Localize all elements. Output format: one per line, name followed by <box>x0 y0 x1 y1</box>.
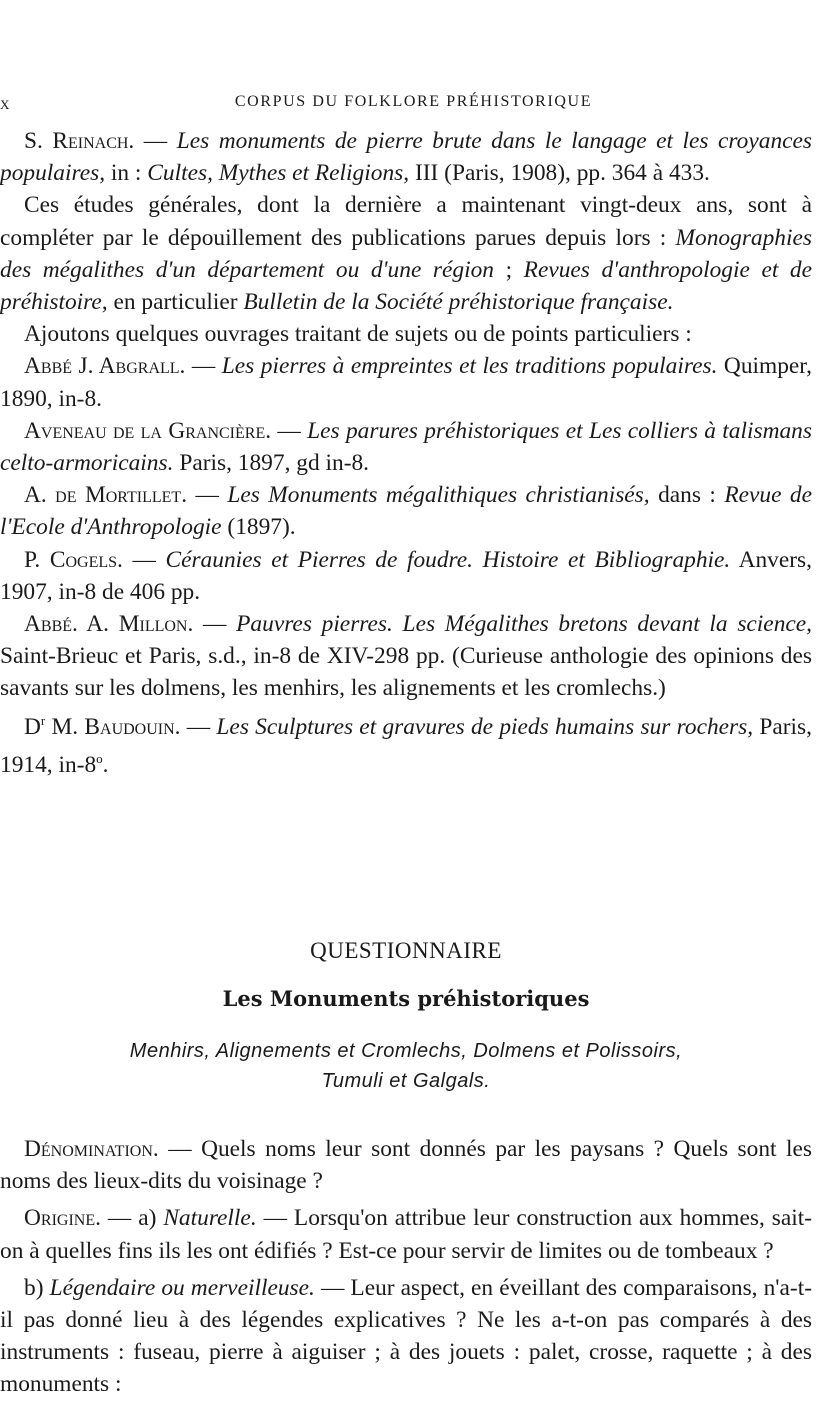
questionnaire-item: Dénomination. — Quels noms leur sont donnés par les paysans ? Quels sont les noms des lieux-dits du voisinage ? <box>0 1136 812 1195</box>
intro-paragraph: Ces études générales, dont la dernière a maintenant vingt-deux ans, sont à compléter par le dépouillement des publications parues depuis lors : Monographies des mégalithes d'un département ou d'une région ; Revues d'anthropologie et de préhistoire, en particulier Bulletin de la Société préhistorique française. <box>0 192 812 316</box>
running-title: CORPUS DU FOLKLORE PRÉHISTORIQUE <box>234 93 593 110</box>
questionnaire-heading: Les Monuments préhistoriques <box>222 986 590 1011</box>
questionnaire-subheading: Menhirs, Alignements et Cromlechs, Dolmens et Polissoirs, Tumuli et Galgals. <box>129 1040 683 1092</box>
questionnaire-title: QUESTIONNAIRE <box>310 938 502 963</box>
reference-entry: Abbé J. Abgrall. — Les pierres à empreintes et les traditions populaires. Quimper, 1890, in-8. <box>0 353 812 412</box>
reference-entry: $D^r$ M. Baudouin. — Les Sculptures et gravures de pieds humains sur rochers, Paris, 1914, in-8$^o$. <box>0 712 812 778</box>
reference-entry: Abbé. A. Millon. — Pauvres pierres. Les Mégalithes bretons devant la science, Saint-Brieuc et Paris, s.d., in-8 de XIV-298 pp. (Curieuse anthologie des opinions des savants sur les dolmens, les menhirs, les alignements et les cromlechs.) <box>0 611 812 702</box>
questionnaire-body <box>0 1133 812 1406</box>
questionnaire-item: b) Légendaire ou merveilleuse. — Leur aspect, en éveillant des comparaisons, n'a-t-il pas donné lieu à des légendes explicatives ? Ne les a-t-on pas comparés à des instruments : fuseau, pierre à aiguiser ; à des jouets : palet, crosse, raquette ; à des monuments : <box>0 1274 812 1398</box>
additions-intro: Ajoutons quelques ouvrages traitant de sujets ou de points particuliers : <box>24 321 692 348</box>
page-number: x <box>0 93 11 114</box>
running-header <box>0 93 827 119</box>
questionnaire-item: Origine. — a) Naturelle. — Lorsqu'on attribue leur construction aux hommes, sait-on à quelles fins ils les ont édifiés ? Est-ce pour servir de limites ou de tombeaux ? <box>0 1205 812 1264</box>
reference-entry: P. Cogels. — Céraunies et Pierres de foudre. Histoire et Bibliographie. Anvers, 1907, in-8 de 406 pp. <box>0 546 812 605</box>
reference-entry: A. de Mortillet. — Les Monuments mégalithiques christianisés, dans : Revue de l'Ecole d'Anthropologie (1897). <box>0 482 812 541</box>
reference-entry: Aveneau de la Grancière. — Les parures préhistoriques et Les colliers à talismans celto-armoricains. Paris, 1897, gd in-8. <box>0 417 812 477</box>
bibliography-entry: S. Reinach. — Les monuments de pierre brute dans le langage et les croyances populaires, in : Cultes, Mythes et Religions, III (Paris, 1908), pp. 364 à 433. <box>0 128 813 187</box>
bibliography-section <box>0 125 812 781</box>
